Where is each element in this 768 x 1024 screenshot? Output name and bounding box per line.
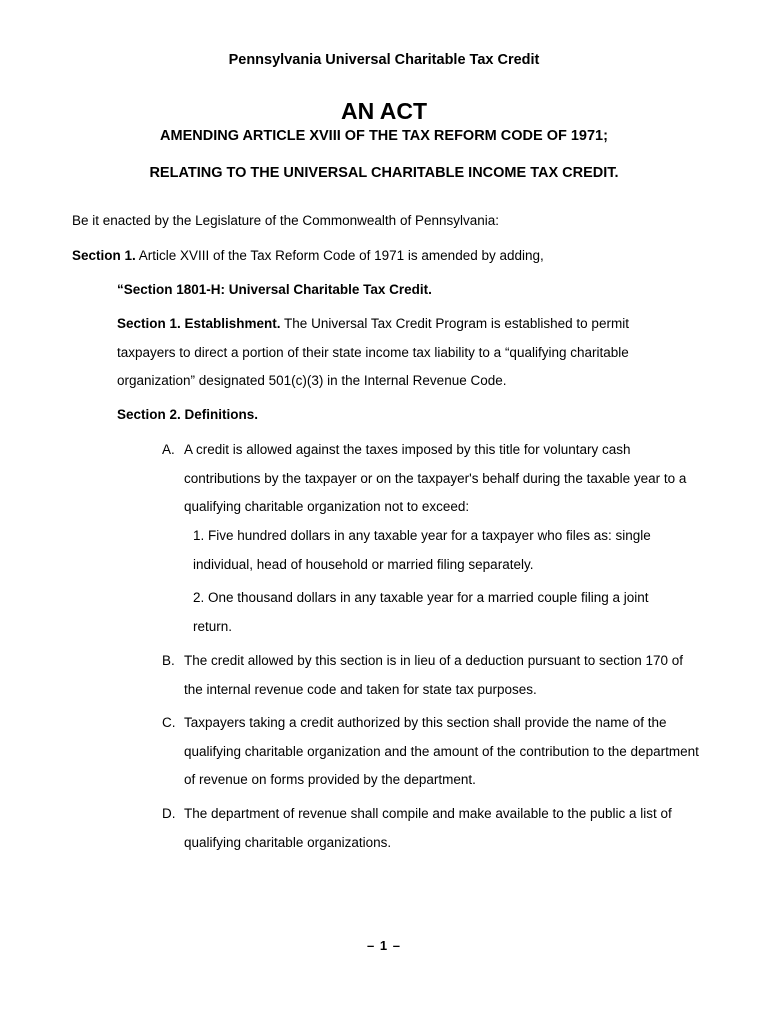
subitem-2: 2. One thousand dollars in any taxable year for a married couple filing a joint return.	[193, 590, 649, 634]
item-letter: B.	[162, 653, 175, 668]
establishment-label: Section 1. Establishment.	[117, 316, 281, 331]
establishment-text: The Universal Tax Credit Program is established to permit taxpayers to direct a portion of their state income tax liability to a “qualifying charitable organization” designated 501(c)(3) in the Internal Revenue Code.	[117, 316, 629, 388]
act-subheading-amending: AMENDING ARTICLE XVIII OF THE TAX REFORM CODE OF 1971;	[160, 128, 608, 144]
item-letter: C.	[162, 715, 176, 730]
page-number: – 1 –	[367, 938, 401, 953]
item-letter: D.	[162, 806, 176, 821]
section-1-label: Section 1.	[72, 248, 136, 263]
definition-item-a	[162, 436, 702, 522]
document-title: Pennsylvania Universal Charitable Tax Credit	[228, 52, 540, 68]
subitem-1: 1. Five hundred dollars in any taxable year for a taxpayer who files as: single individual, head of household or married filing separately.	[193, 528, 651, 572]
act-heading: AN ACT	[340, 98, 428, 124]
establishment-paragraph	[117, 310, 657, 396]
act-subheading-relating: RELATING TO THE UNIVERSAL CHARITABLE INCOME TAX CREDIT.	[149, 165, 619, 181]
definition-item-b	[162, 647, 702, 704]
section-1-text: Article XVIII of the Tax Reform Code of 1971 is amended by adding,	[135, 248, 544, 263]
section-1-paragraph	[72, 248, 544, 263]
item-text: A credit is allowed against the taxes imposed by this title for voluntary cash contributions by the taxpayer or on the taxpayer's behalf during the taxable year to a qualifying charitable organization not to exceed:	[184, 442, 687, 514]
enactment-clause: Be it enacted by the Legislature of the Commonwealth of Pennsylvania:	[72, 213, 500, 228]
item-text: Taxpayers taking a credit authorized by this section shall provide the name of the qualifying charitable organization and the amount of the contribution to the department of revenue on forms provided by the department.	[184, 715, 699, 787]
definition-item-c	[162, 709, 702, 795]
inserted-section-heading: “Section 1801-H: Universal Charitable Tax Credit.	[117, 282, 432, 297]
item-letter: A.	[162, 442, 175, 457]
definition-item-d	[162, 800, 702, 857]
item-text: The credit allowed by this section is in lieu of a deduction pursuant to section 170 of the internal revenue code and taken for state tax purposes.	[184, 653, 684, 697]
definitions-heading: Section 2. Definitions.	[117, 407, 259, 422]
item-text: The department of revenue shall compile and make available to the public a list of qualifying charitable organizations.	[184, 806, 672, 850]
